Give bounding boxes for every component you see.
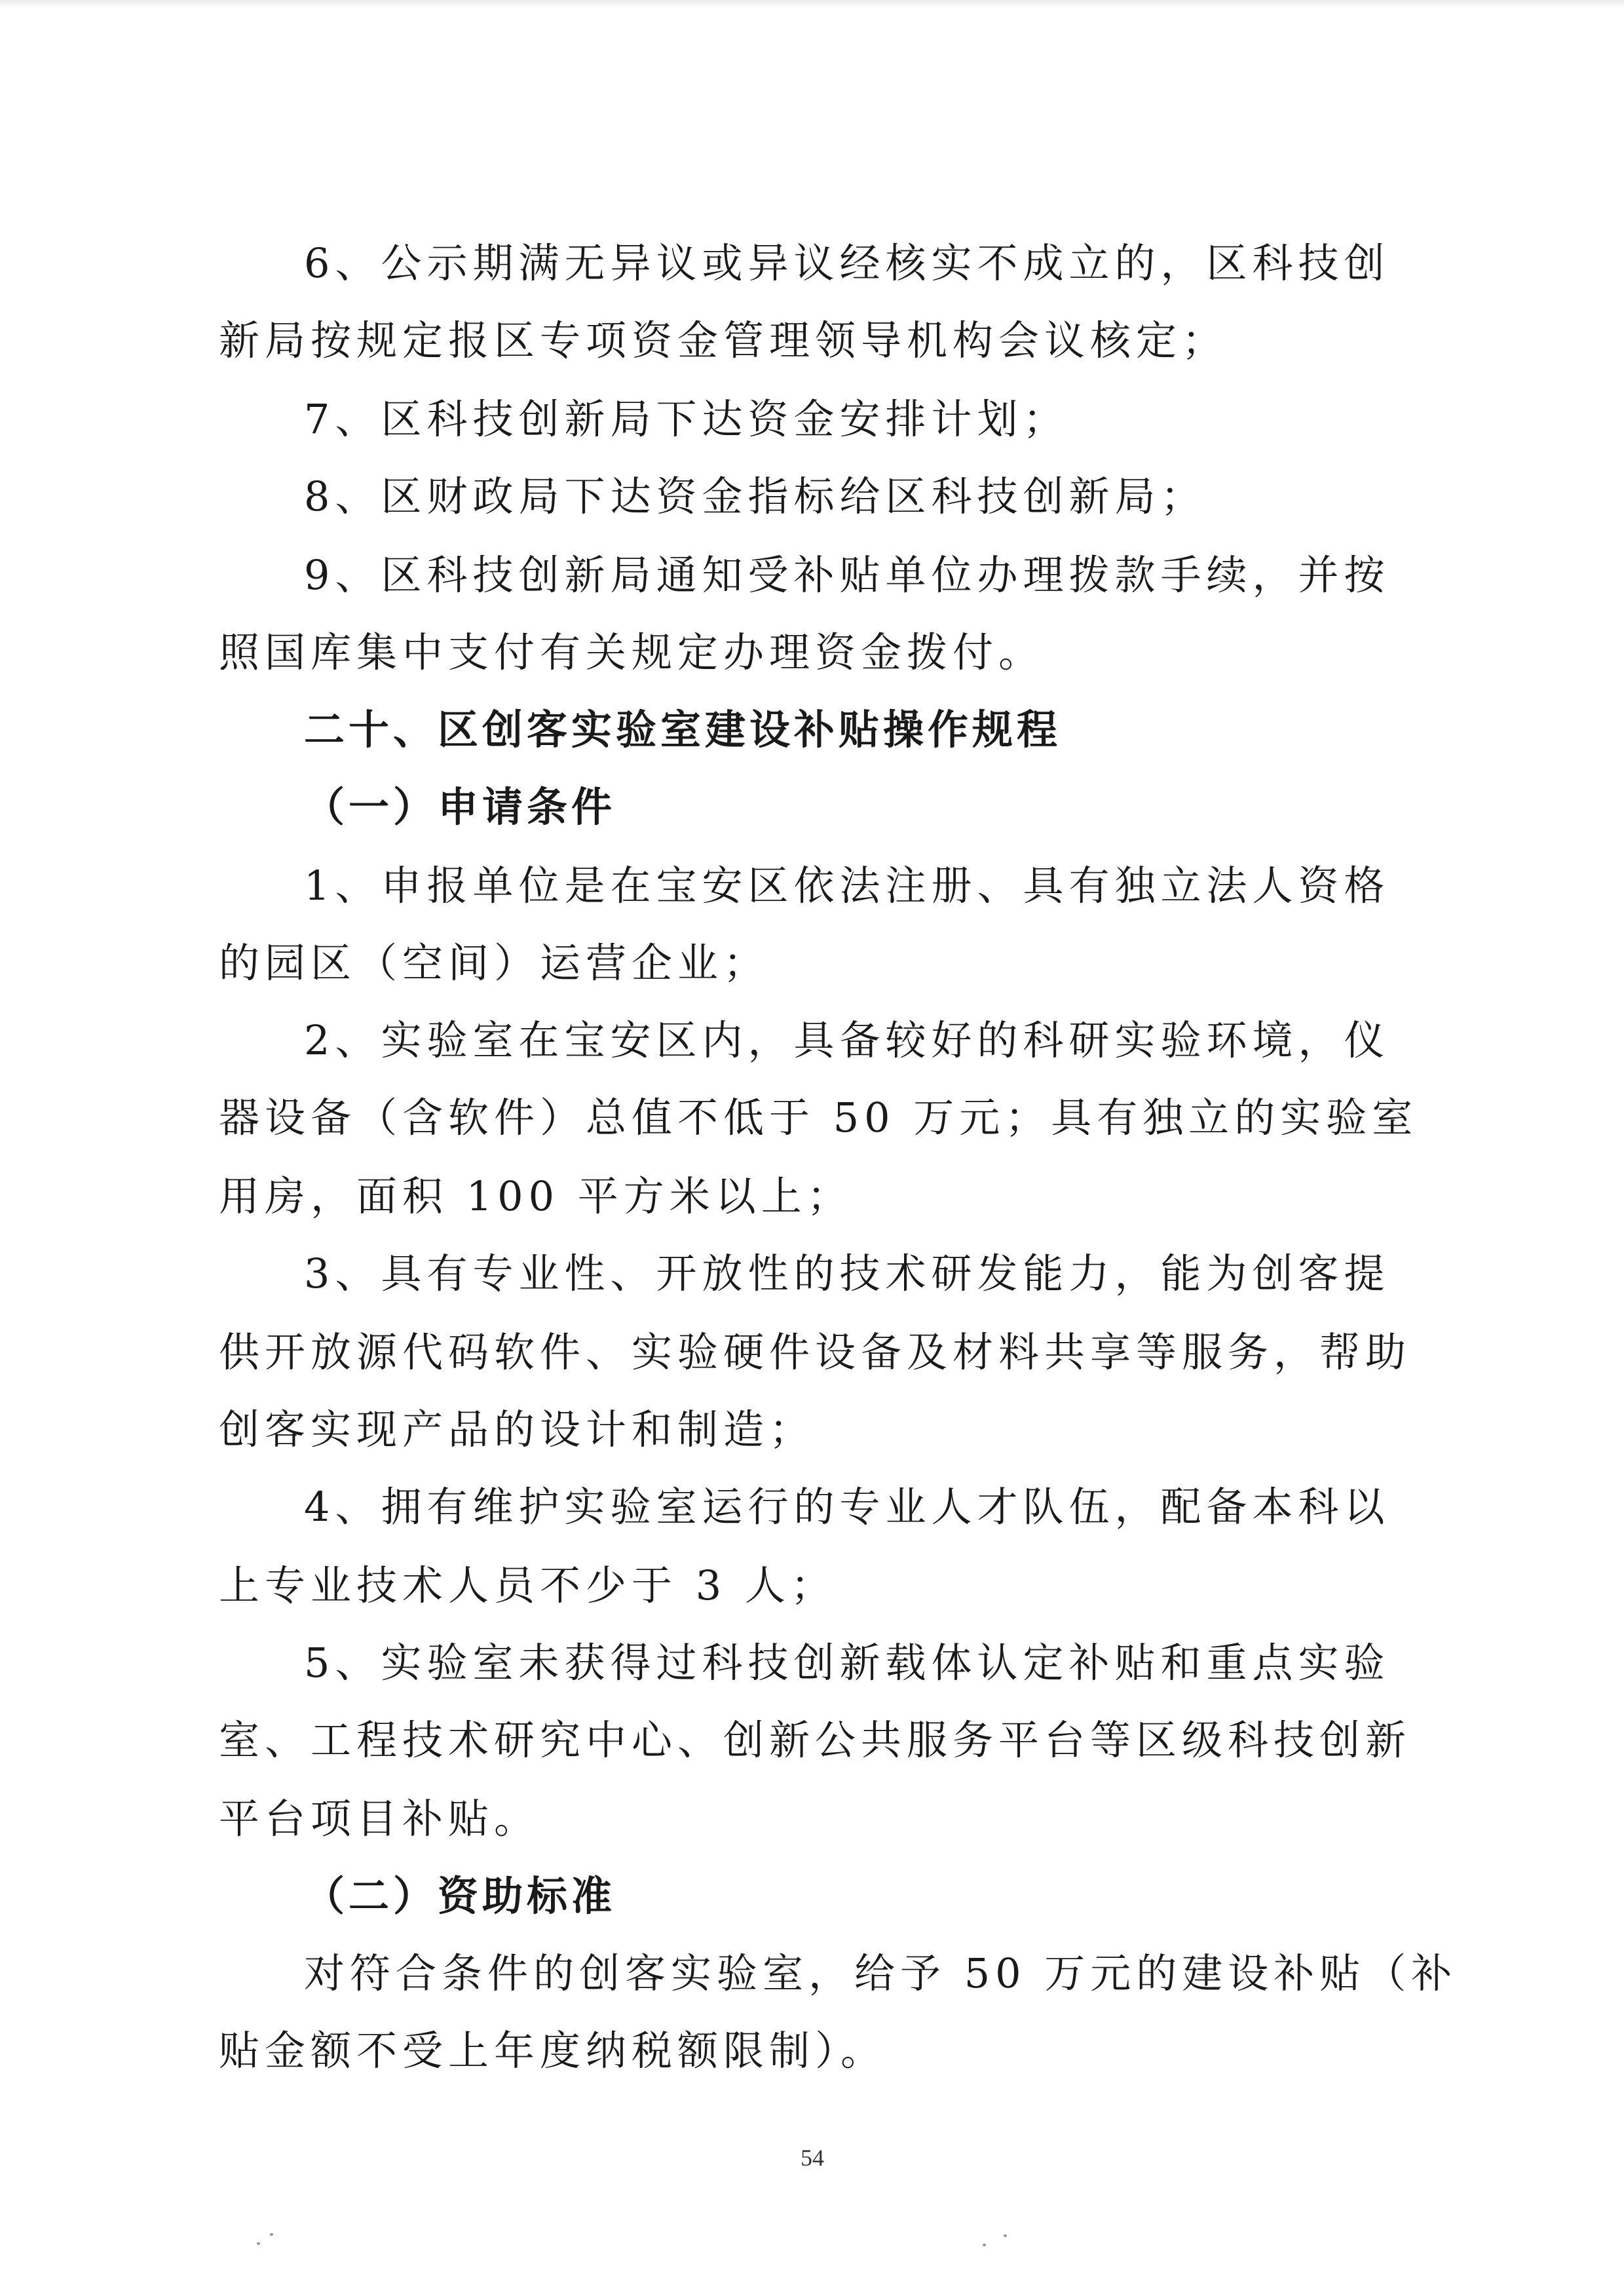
scan-edge (0, 0, 1624, 8)
funding-line-1: 对符合条件的创客实验室，给予 50 万元的建设补贴（补 (304, 1949, 1458, 1997)
condition-4-line-1: 4、拥有维护实验室运行的专业人才队伍，配备本科以 (304, 1483, 1390, 1531)
condition-5-line-1: 5、实验室未获得过科技创新载体认定补贴和重点实验 (304, 1639, 1390, 1687)
condition-4-line-2: 上专业技术人员不少于 3 人； (219, 1561, 837, 1609)
condition-3-line-1: 3、具有专业性、开放性的技术研发能力，能为创客提 (304, 1250, 1390, 1297)
procedure-step-7: 7、区科技创新局下达资金安排计划； (304, 395, 1069, 443)
condition-5-line-3: 平台项目补贴。 (219, 1795, 540, 1843)
procedure-step-6-line-1: 6、公示期满无异议或异议经核实不成立的，区科技创 (304, 239, 1390, 287)
condition-2-line-1: 2、实验室在宝安区内，具备较好的科研实验环境，仪 (304, 1016, 1390, 1064)
procedure-step-9-line-2: 照国库集中支付有关规定办理资金拨付。 (219, 628, 1045, 676)
scan-speck (983, 2244, 986, 2246)
condition-5-line-2: 室、工程技术研究中心、创新公共服务平台等区级科技创新 (219, 1716, 1412, 1764)
section-heading: 二十、区创客实验室建设补贴操作规程 (304, 706, 1062, 754)
subsection-application-conditions: （一）申请条件 (304, 783, 616, 831)
condition-1-line-1: 1、申报单位是在宝安区依法注册、具有独立法人资格 (304, 862, 1390, 909)
funding-line-2: 贴金额不受上年度纳税额限制）。 (219, 2027, 887, 2075)
procedure-step-6-line-2: 新局按规定报区专项资金管理领导机构会议核定； (219, 316, 1228, 364)
condition-2-line-3: 用房，面积 100 平方米以上； (219, 1172, 853, 1220)
scan-speck (270, 2233, 273, 2236)
condition-3-line-3: 创客实现产品的设计和制造； (219, 1406, 816, 1453)
page-number: 54 (801, 2145, 824, 2171)
procedure-step-8: 8、区财政局下达资金指标给区科技创新局； (304, 472, 1207, 520)
condition-1-line-2: 的园区（空间）运营企业； (219, 939, 770, 987)
scan-speck (257, 2242, 260, 2245)
procedure-step-9-line-1: 9、区科技创新局通知受补贴单位办理拨款手续，并按 (304, 551, 1390, 599)
subsection-funding-standard: （二）资助标准 (304, 1872, 616, 1920)
condition-3-line-2: 供开放源代码软件、实验硬件设备及材料共享等服务，帮助 (219, 1328, 1412, 1376)
scan-speck (1004, 2234, 1007, 2237)
condition-2-line-2: 器设备（含软件）总值不低于 50 万元；具有独立的实验室 (219, 1094, 1418, 1141)
